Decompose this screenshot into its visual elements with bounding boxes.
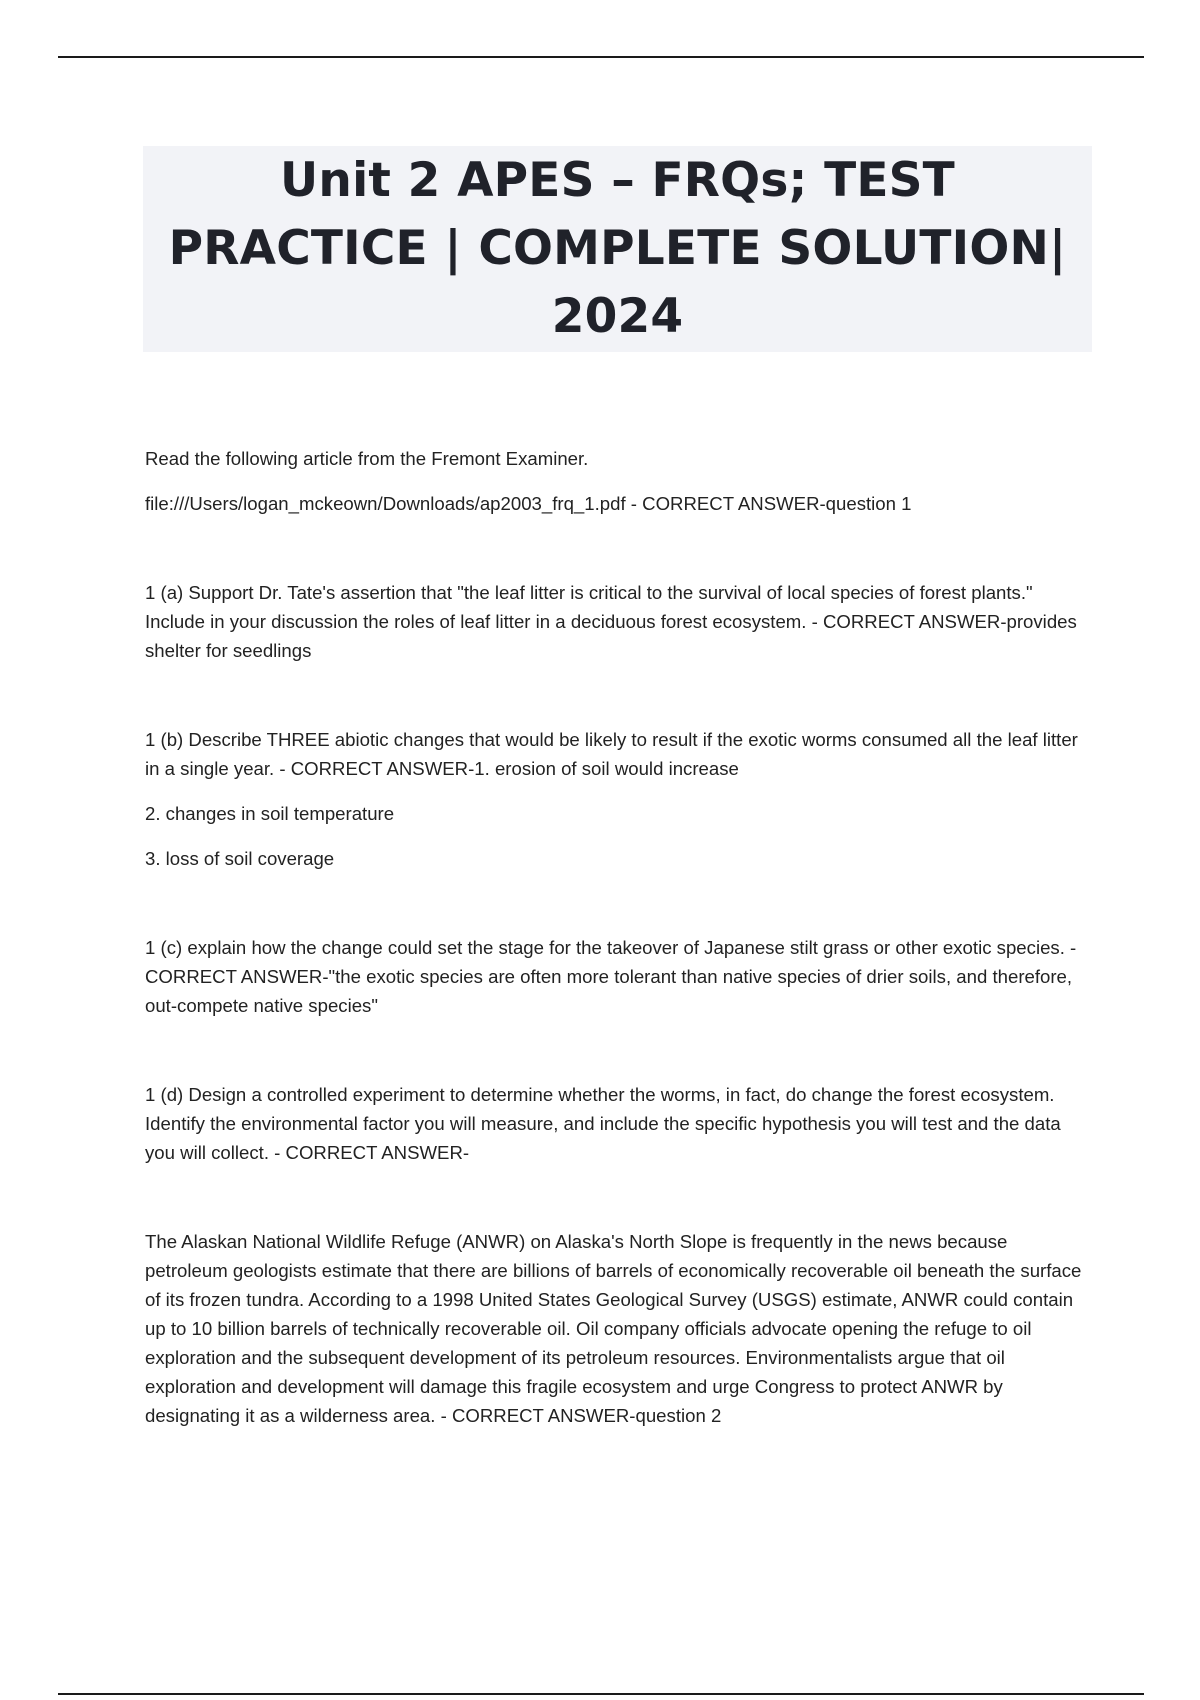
bottom-rule	[58, 1693, 1144, 1695]
file-reference-paragraph: file:///Users/logan_mckeown/Downloads/ap2003_frq_1.pdf - CORRECT ANSWER-question 1	[145, 493, 912, 514]
question-2-paragraph: The Alaskan National Wildlife Refuge (ANWR) on Alaska's North Slope is frequently in the news because petroleum geologists estimate that there are billions of barrels of economically recoverable oil beneath the surface of its frozen tundra. According to a 1998 United States Geological Survey (USGS) estimate, ANWR could contain up to 10 billion barrels of technically recoverable oil. Oil company officials advocate opening the refuge to oil exploration and the subsequent development of its petroleum resources. Environmentalists argue that oil exploration and development will damage this fragile ecosystem and urge Congress to protect ANWR by designating it as a wilderness area. - CORRECT ANSWER-question 2	[145, 1231, 1082, 1426]
document-body	[145, 444, 1095, 1430]
question-1b-paragraph: 1 (b) Describe THREE abiotic changes that would be likely to result if the exotic worms consumed all the leaf litter in a single year. - CORRECT ANSWER-1. erosion of soil would increase	[145, 729, 1078, 779]
question-1a-paragraph: 1 (a) Support Dr. Tate's assertion that "the leaf litter is critical to the survival of local species of forest plants." Include in your discussion the roles of leaf litter in a deciduous forest ecosystem. - CORRECT ANSWER-provides shelter for seedlings	[145, 582, 1077, 661]
question-1c-paragraph: 1 (c) explain how the change could set the stage for the takeover of Japanese stilt grass or other exotic species. - CORRECT ANSWER-"the exotic species are often more tolerant than native species of drier soils, and therefore, out-compete native species"	[145, 937, 1077, 1016]
question-1b-answer-item-3: 3. loss of soil coverage	[145, 848, 335, 869]
document-title	[169, 147, 1067, 351]
question-1d-paragraph: 1 (d) Design a controlled experiment to determine whether the worms, in fact, do change the forest ecosystem. Identify the environmental factor you will measure, and include the specific hypothesis you will test and the data you will collect. - CORRECT ANSWER-	[145, 1084, 1061, 1163]
title-banner	[143, 146, 1092, 352]
title-line-1: Unit 2 APES – FRQs; TEST	[280, 153, 955, 208]
top-rule	[58, 56, 1144, 58]
title-line-3: 2024	[551, 289, 684, 344]
question-1b-answer-item-2: 2. changes in soil temperature	[145, 803, 395, 824]
title-line-2: PRACTICE | COMPLETE SOLUTION|	[168, 221, 1067, 276]
intro-paragraph: Read the following article from the Fremont Examiner.	[145, 448, 589, 469]
